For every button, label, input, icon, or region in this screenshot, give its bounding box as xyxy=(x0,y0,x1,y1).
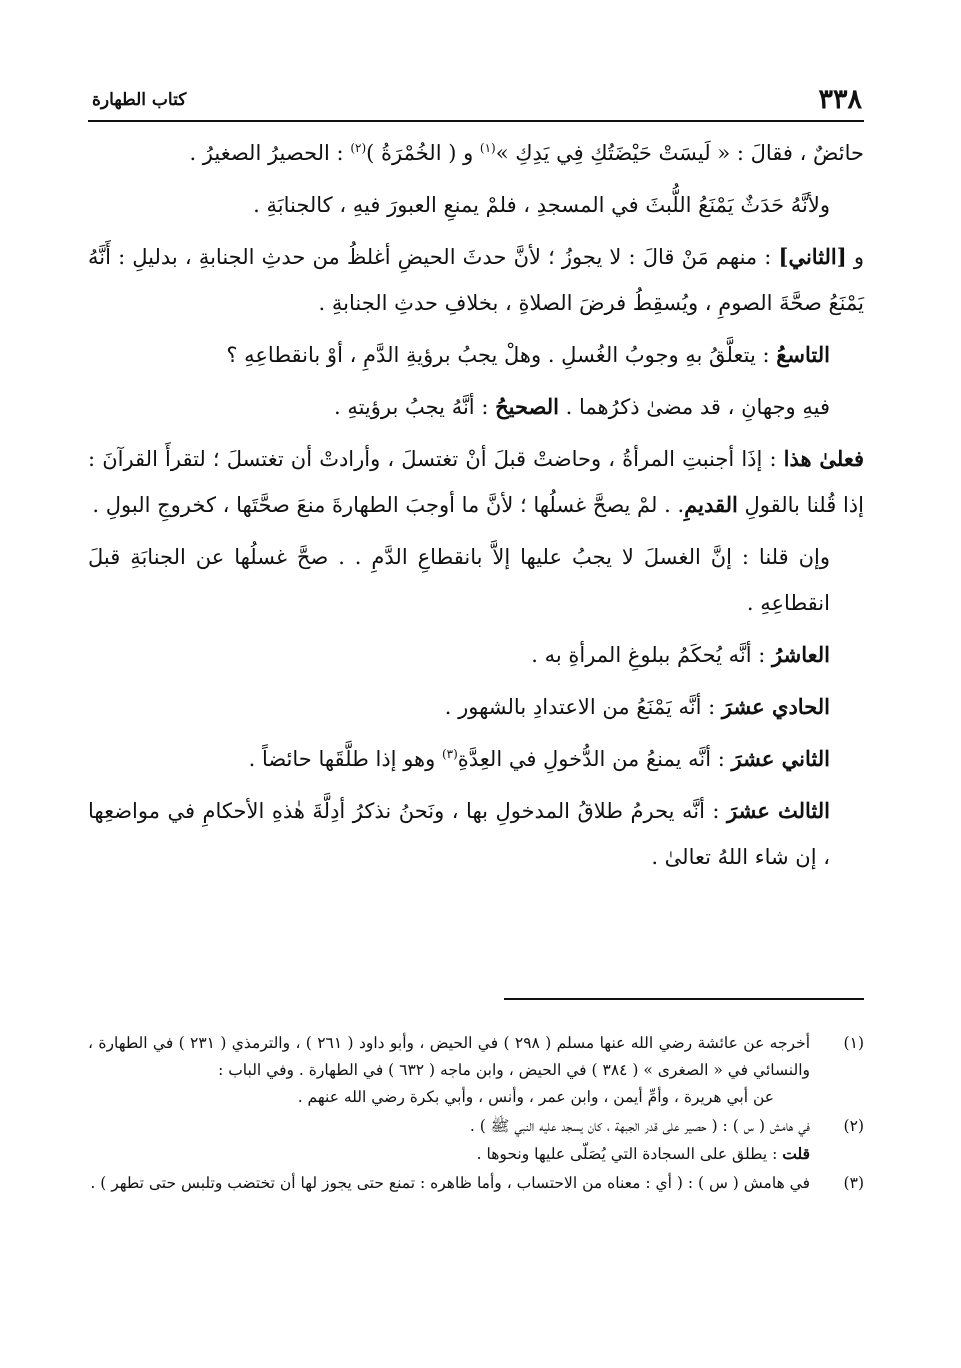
bold-term: [الثاني] xyxy=(778,244,847,269)
footnote-number: (٣) xyxy=(843,1174,864,1192)
paragraph-3 xyxy=(88,234,864,326)
bold-term: فعلىٰ هذا xyxy=(783,446,864,471)
footnote-ref-2[interactable]: (٢) xyxy=(350,141,367,155)
paragraph-2: ولأنَّهُ حَدَثٌ يَمْنَعُ اللُّبثَ في المسجدِ ، فلمْ يمنعِ العبورَ فيهِ ، كالجنابَةِ . xyxy=(253,193,830,217)
footnote-2 xyxy=(88,1113,864,1168)
running-title: كتاب الطهارة xyxy=(92,90,187,110)
text-run: حائضٌ ، فقالَ : « لَيسَتْ حَيْضَتُكِ فِي يَدِكِ » xyxy=(495,141,864,165)
footnote-number: (٢) xyxy=(843,1117,864,1135)
text-run: و xyxy=(846,245,864,269)
paragraph-8 xyxy=(88,632,864,678)
footnote-ref-1[interactable]: (١) xyxy=(479,141,496,155)
paragraph-9 xyxy=(88,684,864,730)
text-run: : منهم مَنْ قالَ : لا يجوزُ ؛ لأنَّ حدثَ الحيضِ أغلظُ من حدثِ الجنابةِ ، بدليلِ : أَنَّهُ يَمْنَعُ صحَّةَ الصومِ ، ويُسقِطُ فرضَ الصلاةِ ، بخلافِ حدثِ الجنابةِ . xyxy=(88,245,864,315)
paragraph-11 xyxy=(88,788,864,880)
bold-term: الثالث عشرَ xyxy=(727,798,830,823)
footnote-ref-3[interactable]: (٣) xyxy=(441,747,458,761)
footnote-subtext: عن أبي هريرة ، وأمِّ أيمن ، وابن عمر ، وأنس ، وأبي بكرة رضي الله عنهم . xyxy=(297,1088,774,1106)
paragraph-7: وإن قلنا : إنَّ الغسلَ لا يجبُ عليها إلاَّ بانقطاعِ الدَّمِ . . صحَّ غسلُها عن الجنابَةِ قبلَ انقطاعِهِ . xyxy=(88,545,830,615)
page-header xyxy=(88,78,864,122)
footnote-separator xyxy=(504,998,864,1000)
footnote-text: في هامش ( س ) : ( حصير على قدر الجبهة ، كان يسجد عليه النبي ﷺ ) . xyxy=(469,1117,810,1135)
book-page xyxy=(88,78,864,1318)
paragraph-10 xyxy=(88,736,864,782)
bold-term: العاشرُ xyxy=(772,642,830,667)
text-run: وهو إذا طلَّقَها حائضاً . xyxy=(248,747,442,771)
bold-term: التاسعُ xyxy=(776,342,830,367)
bold-term: الحادي عشرَ xyxy=(721,694,830,719)
text-run: : أنَّه يحرمُ طلاقُ المدخولِ بها ، ونَحنُ نذكرُ أدِلَّةَ هٰذهِ الأحكامِ في مواضعِها ، إن شاء اللهُ تعالىٰ . xyxy=(88,799,830,869)
paragraph-1 xyxy=(88,130,864,176)
paragraph-5 xyxy=(88,384,864,430)
text-run: . . لمْ يصحَّ غسلُها ؛ لأنَّ ما أوجبَ الطهارةَ منعَ صحَّتَها ، كخروجِ البولِ . xyxy=(92,493,685,517)
paragraph-6 xyxy=(88,436,864,528)
footnote-text: أخرجه عن عائشة رضي الله عنها مسلم ( ٢٩٨ ) في الحيض ، وأبو داود ( ٢٦١ ) ، والترمذي ( ٢٣١ ) في الطهارة ، والنسائي في « الصغرى » ( ٣٨٤ ) في الحيض ، وابن ماجه ( ٦٣٢ ) في الطهارة . وفي الباب : xyxy=(88,1034,811,1079)
text-run: : الحصيرُ الصغيرُ . xyxy=(189,141,351,165)
footnote-1 xyxy=(88,1030,864,1111)
bold-term: القديمِ xyxy=(684,492,738,517)
text-run: : إذَا أجنبتِ المرأةُ ، وحاضتْ قبلَ أنْ تغتسلَ ، وأرادتْ أن تغتسلَ ؛ لتقرأَ القرآنَ : إذا قُلنا بالقولِ xyxy=(88,447,864,517)
footnote-text: في هامش ( س ) : ( أي : معناه من الاحتساب ، وأما ظاهره : تمنع حتى يجوز لها أن تختضب وتلبس حتى تطهر ) . xyxy=(90,1174,810,1192)
text-run: : أنَّه يمنعُ من الدُّخولِ في العِدَّةِ xyxy=(457,747,732,771)
page-number: ٣٣٨ xyxy=(818,84,862,115)
text-run: : يتعلَّقُ بهِ وجوبُ الغُسلِ . وهلْ يجبُ برؤيةِ الدَّمِ ، أوْ بانقطاعِهِ ؟ xyxy=(226,343,777,367)
text-run: : أنَّهُ يجبُ برؤيتهِ . xyxy=(333,395,496,419)
text-run: و ( الخُمْرَةُ ) xyxy=(366,141,480,165)
bold-term: الصحيحُ xyxy=(495,394,559,419)
footnote-comment xyxy=(88,1140,810,1168)
main-text xyxy=(88,130,864,880)
bold-term: قلت xyxy=(782,1144,810,1163)
text-run: : يطلق على السجادة التي يُصَلّى عليها ونحوها . xyxy=(476,1145,783,1163)
text-run: : أنَّه يَمْنَعُ من الاعتدادِ بالشهور . xyxy=(444,695,722,719)
footnote-3 xyxy=(88,1170,864,1197)
text-run: : أنَّه يُحكَمُ ببلوغِ المرأةِ به . xyxy=(531,643,773,667)
footnotes xyxy=(88,1030,864,1199)
footnote-number: (١) xyxy=(843,1034,864,1052)
text-run: فيهِ وجهانِ ، قد مضىٰ ذكرُهما . xyxy=(558,395,830,419)
bold-term: الثاني عشرَ xyxy=(731,746,830,771)
paragraph-4 xyxy=(88,332,864,378)
